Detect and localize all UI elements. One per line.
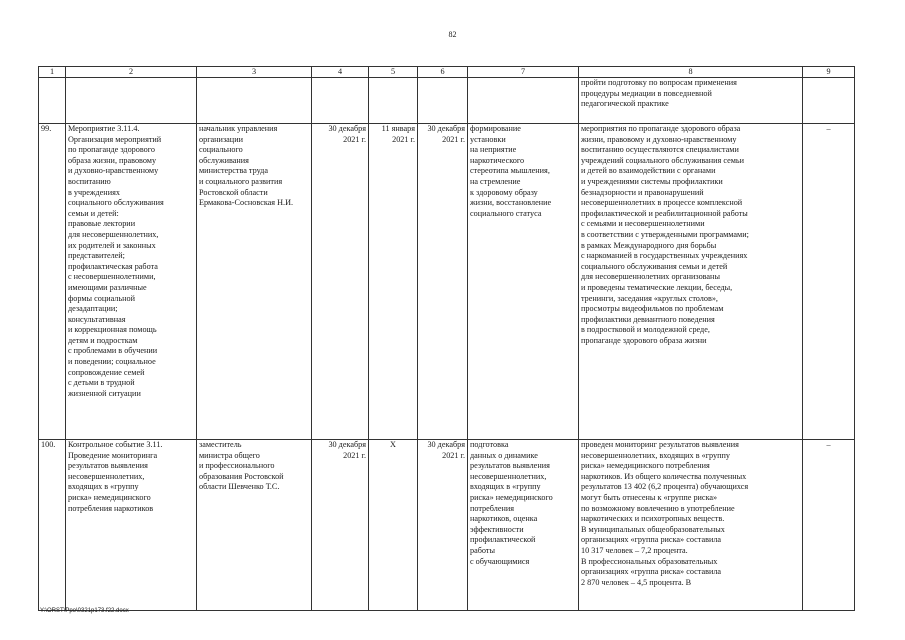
end-date-cell: 30 декабря 2021 г. [418,124,468,440]
start-date-cell: 30 декабря 2021 г. [312,124,369,440]
responsible-cell: заместитель министра общего и профессионального образования Ростовской области Шевченко Т.С. [197,440,312,611]
mid-date-cell: Х [369,440,418,611]
table-row-100 [39,440,855,611]
row-number-cell: 99. [39,124,66,440]
mid-date-cell: 11 января 2021 г. [369,124,418,440]
column-number: 5 [369,67,418,78]
column-number-row [39,67,855,78]
column-number: 4 [312,67,369,78]
file-path-footer: Y:\ORST\Ppo\0321p173.f22.docx [40,608,129,614]
note-cell: – [803,124,855,440]
status-cell: мероприятия по пропаганде здорового образа жизни, правовому и духовно-нравственному воспитанию осуществляются специалистами учреждений социального обслуживания семьи и детей во взаимодействии с органами и учреждениями системы профилактики безнадзорности и правонарушений несовершеннолетних в процессе комплексной профилактической и реабилитационной работы с семьями и несовершеннолетними в соответствии с утвержденными программами; в рамках Международного дня борьбы с наркоманией в государственных учреждениях социального обслуживания семьи и детей для несовершеннолетних организованы и проведены тематические лекции, беседы, тренинги, заседания «круглых столов», просмотры видеофильмов по проблемам профилактики девиантного поведения в подростковой и молодежной среде, пропаганде здорового образа жизни [579,124,803,440]
start-date-cell: 30 декабря 2021 г. [312,440,369,611]
column-number: 1 [39,67,66,78]
result-cell: формирование установки на неприятие наркотического стереотипа мышления, на стремление к здоровому образу жизни, восстановление социального статуса [468,124,579,440]
carryover-row [39,78,855,124]
column-number: 6 [418,67,468,78]
table-row-99 [39,124,855,440]
column-number: 8 [579,67,803,78]
report-table [38,66,855,611]
status-cell: проведен мониторинг результатов выявления несовершеннолетних, входящих в «группу риска» немедицинского потребления наркотиков. Из общего количества полученных результатов 13 402 (6,2 процента) обучающихся могут быть отнесены к «группе риска» по возможному вовлечению в употребление наркотических и психотропных веществ. В муниципальных общеобразовательных организациях «группа риска» составила 10 317 человек – 7,2 процента. В профессиональных образовательных организациях «группа риска» составила 2 870 человек – 4,5 процента. В [579,440,803,611]
event-cell: Мероприятие 3.11.4. Организация мероприятий по пропаганде здорового образа жизни, правовому и духовно-нравственному воспитанию в учреждениях социального обслуживания семьи и детей: правовые лектории для несовершеннолетних, их родителей и законных представителей; профилактическая работа с несовершеннолетними, имеющими различные формы социальной дезадаптации; консультативная и коррекционная помощь детям и подросткам с проблемами в обучении и поведении; социальное сопровождение семей с детьми в трудной жизненной ситуации [66,124,197,440]
row-number-cell: 100. [39,440,66,611]
page-number: 82 [448,30,457,39]
end-date-cell: 30 декабря 2021 г. [418,440,468,611]
column-number: 2 [66,67,197,78]
result-cell: подготовка данных о динамике результатов выявления несовершеннолетних, входящих в «группу риска» немедицинского потребления наркотиков, оценка эффективности профилактической работы с обучающимися [468,440,579,611]
responsible-cell: начальник управления организации социального обслуживания министерства труда и социального развития Ростовской области Ермакова-Сосновская Н.И. [197,124,312,440]
column-number: 7 [468,67,579,78]
carryover-status-cell: пройти подготовку по вопросам применения процедуры медиации в повседневной педагогической практике [579,78,803,124]
column-number: 9 [803,67,855,78]
column-number: 3 [197,67,312,78]
note-cell: – [803,440,855,611]
event-cell: Контрольное событие 3.11. Проведение мониторинга результатов выявления несовершеннолетних, входящих в «группу риска» немедицинского потребления наркотиков [66,440,197,611]
